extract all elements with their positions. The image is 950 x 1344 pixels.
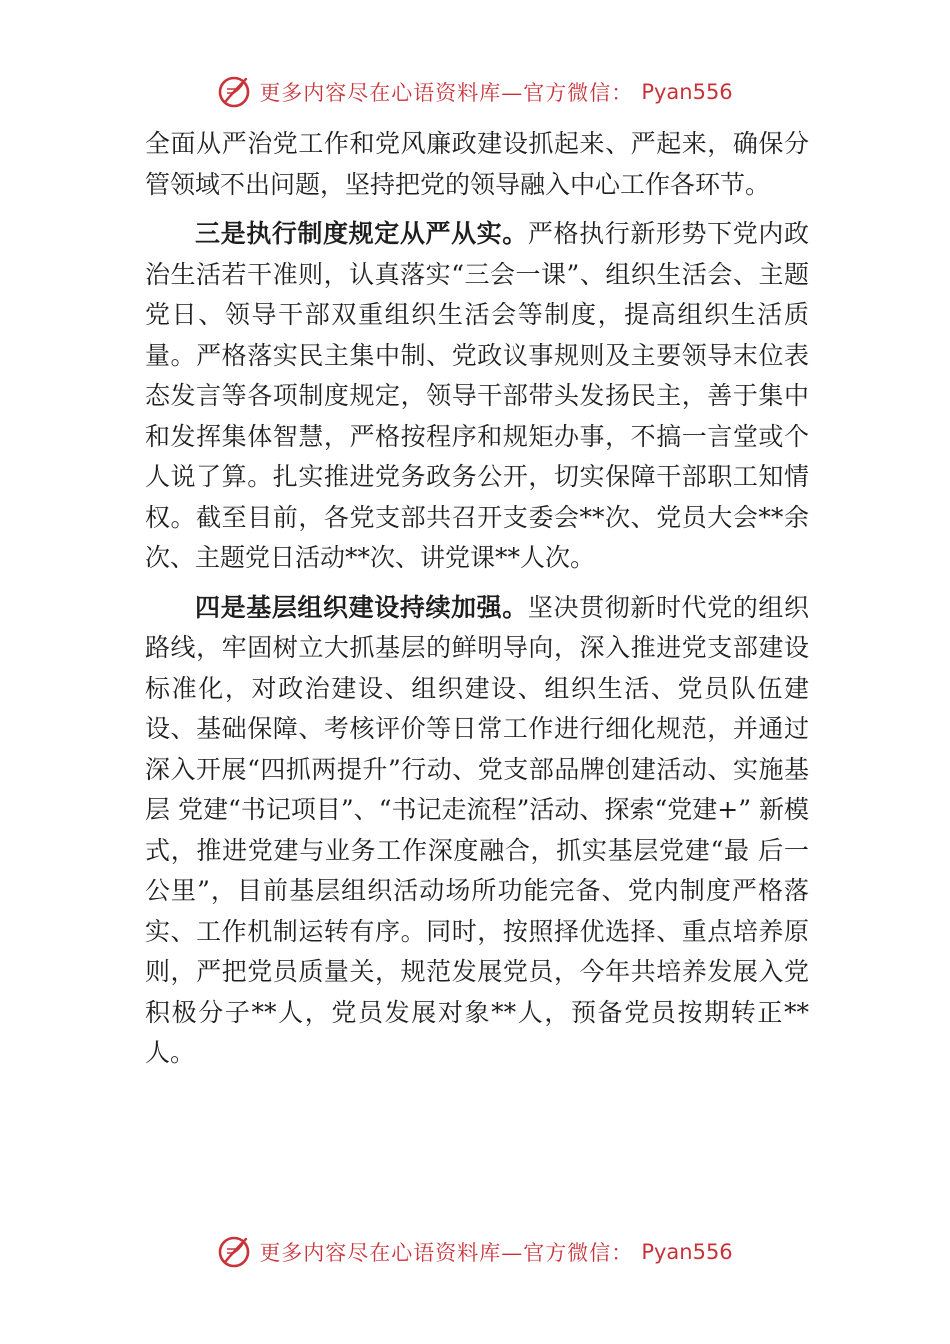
continuation-paragraph: 全面从严治党工作和党风廉政建设抓起来、严起来，确保分管领域不出问题，坚持把党的领导融入中心工作各环节。 — [145, 129, 809, 199]
section-text: 严格执行新形势下党内政治生活若干准则，认真落实“三会一课”、组织生活会、主题党日、领导干部双重组织生活会等制度，提高组织生活质量。严格落实民主集中制、党政议事规则及主要领导末位表态发言等各项制度规定，领导干部带头发扬民主，善于集中和发挥集体智慧，严格按程序和规矩办事，不搞一言堂或个人说了算。扎实推进党务政务公开，切实保障干部职工知情权。截至目前，各党支部共召开支委会**次、党员大会**余次、主题党日活动**次、讲党课**人次。 — [145, 219, 809, 572]
section-text: 坚决贯彻新时代党的组织路线，牢固树立大抓基层的鲜明导向，深入推进党支部建设标准化，对政治建设、组织建设、组织生活、党员队伍建设、基础保障、考核评价等日常工作进行细化规范，并通过深入开展“四抓两提升”行动、党支部品牌创建活动、实施基层 党建“书记项目”、“书记走流程”活动、探索“党建+” 新模式，推进党建与业务工作深度融合，抓实基层党建“最 后一公里”，目前基层组织活动场所功能完备、党内制度严格落实、工作机制运转有序。同时，按照择优选择、重点培养原则，严把党员质量关，规范发展党员，今年共培养发展入党积极分子**人，党员发展对象**人，预备党员按期转正**人。 — [145, 592, 809, 1067]
header-watermark — [0, 72, 950, 112]
section-heading: 四是基层组织建设持续加强。 — [195, 592, 528, 622]
section-heading: 三是执行制度规定从严从实。 — [195, 219, 528, 248]
section-paragraph-4 — [145, 588, 809, 1074]
watermark-wechat-id: Pyan556 — [641, 1240, 733, 1264]
footer-watermark — [0, 1232, 950, 1272]
quill-logo-icon — [217, 75, 251, 109]
quill-logo-icon — [217, 1235, 251, 1269]
watermark-text: 更多内容尽在心语资料库—官方微信： — [259, 1241, 634, 1265]
watermark-wechat-id: Pyan556 — [641, 80, 733, 104]
document-body — [145, 124, 809, 1074]
section-paragraph-3 — [145, 214, 809, 579]
watermark-text: 更多内容尽在心语资料库—官方微信： — [259, 81, 634, 105]
